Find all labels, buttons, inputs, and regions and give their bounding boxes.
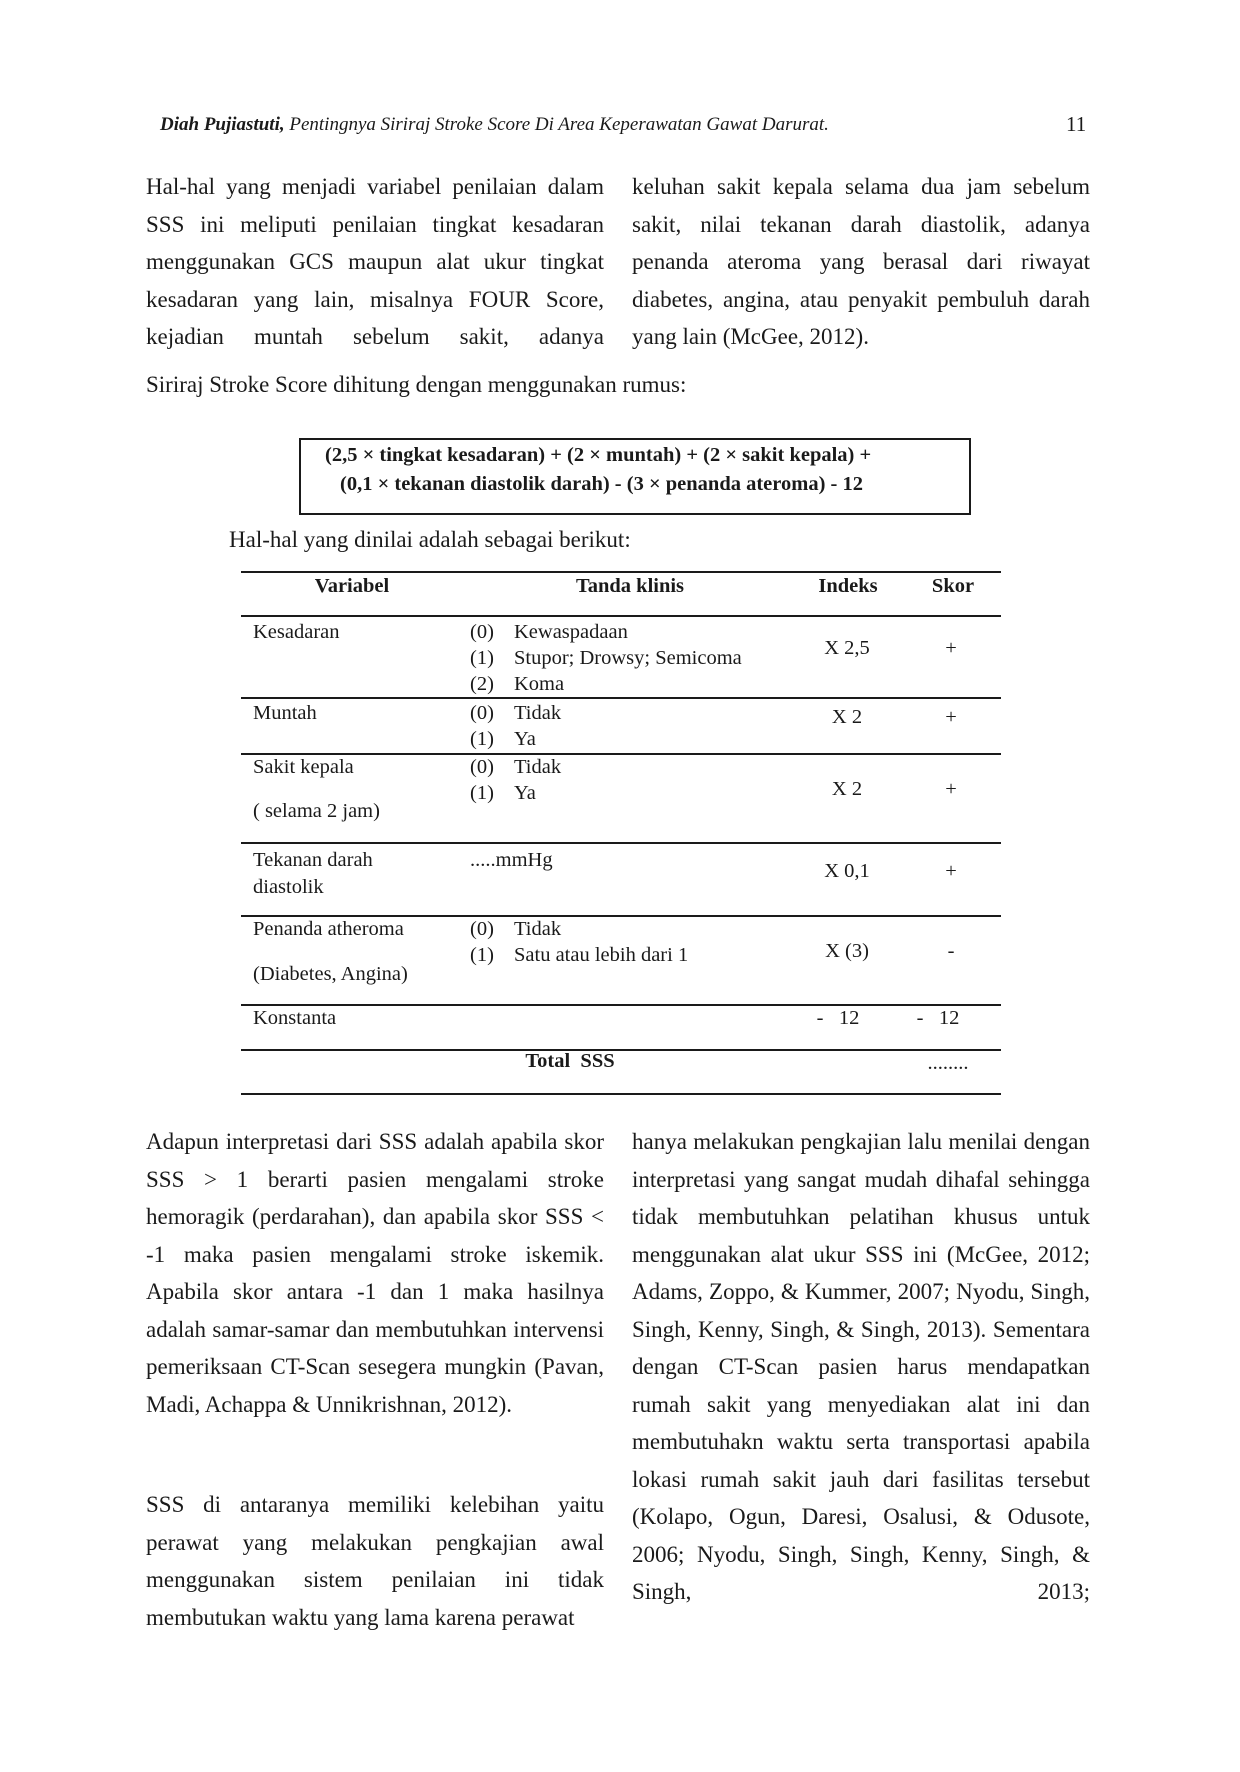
table-cell-index: X 2,5	[824, 637, 870, 659]
table-cell-score: - 12	[916, 1007, 960, 1029]
table-rule-row	[241, 1004, 1001, 1006]
page-number: 11	[1066, 112, 1087, 136]
table-cell-sign: (0) Kewaspadaan	[470, 621, 628, 643]
table-cell-sign: (2) Koma	[470, 673, 565, 695]
table-cell-index: - 12	[816, 1007, 860, 1029]
table-cell-variable: Konstanta	[253, 1007, 337, 1029]
table-cell-score: +	[945, 706, 957, 728]
table-cell-variable: Sakit kepala	[253, 756, 354, 778]
article-title: Pentingnya Siriraj Stroke Score Di Area Keperawatan Gawat Darurat.	[284, 114, 829, 135]
table-cell-score: -	[947, 940, 955, 962]
intro-left-column: Hal-hal yang menjadi variabel penilaian dalam SSS ini meliputi penilaian tingkat kesadaran menggunakan GCS maupun alat ukur tingkat kesadaran yang lain, misalnya FOUR Score, kejadian muntah sebelum sakit, adanya	[146, 174, 604, 349]
table-cell-variable-note: ( selama 2 jam)	[253, 800, 380, 822]
table-cell-variable: Tekanan darah	[253, 849, 373, 871]
table-cell-index: X 0,1	[824, 860, 870, 882]
table-cell-variable: Kesadaran	[253, 621, 340, 643]
table-rule-top	[241, 571, 1001, 573]
header-tanda-klinis: Tanda klinis	[575, 575, 685, 597]
table-cell-sign: (1) Stupor; Drowsy; Semicoma	[470, 647, 742, 669]
interpretation-right-column: hanya melakukan pengkajian lalu menilai dengan interpretasi yang sangat mudah dihafal sehingga tidak membutuhkan pelatihan khusus untuk menggunakan alat ukur SSS ini (McGee, 2012; Adams, Zoppo, & Kummer, 2007; Nyodu, Singh, Singh, Kenny, Singh, & Singh, 2013). Sementara dengan CT-Scan pasien harus mendapatkan rumah sakit yang menyediakan alat ini dan membutuhakn waktu serta transportasi apabila lokasi rumah sakit jauh dari fasilitas tersebut (Kolapo, Ogun, Daresi, Osalusi, & Odusote, 2006; Nyodu, Singh, Singh, Kenny, Singh, & Singh, 2013;	[632, 1129, 1090, 1604]
author-name: Diah Pujiastuti,	[160, 114, 285, 135]
table-cell-score: +	[945, 860, 957, 882]
table-rule-row	[241, 842, 1001, 844]
table-cell-sign: (1) Ya	[470, 728, 536, 750]
table-cell-sign: (1) Satu atau lebih dari 1	[470, 944, 689, 966]
table-cell-sign: (0) Tidak	[470, 702, 562, 724]
table-cell-index: X (3)	[825, 940, 869, 962]
formula-line-2: (0,1 × tekanan diastolik darah) - (3 × penanda ateroma) - 12	[340, 473, 863, 495]
total-sss-label: Total SSS	[525, 1050, 615, 1072]
table-cell-sign: (1) Ya	[470, 782, 536, 804]
table-cell-variable: Muntah	[253, 702, 317, 724]
table-cell-index: X 2	[831, 778, 863, 800]
table-rule-header	[241, 615, 1001, 617]
table-rule-row	[241, 697, 1001, 699]
table-rule-bottom	[241, 1093, 1001, 1095]
table-cell-sign: (0) Tidak	[470, 918, 562, 940]
total-sss-value: ........	[927, 1052, 969, 1074]
table-cell-variable: diastolik	[253, 876, 324, 898]
table-cell-score: +	[945, 778, 957, 800]
formula-line-1: (2,5 × tingkat kesadaran) + (2 × muntah) + (2 × sakit kepala) +	[325, 444, 872, 466]
interpretation-left-paragraph-1: Adapun interpretasi dari SSS adalah apabila skor SSS > 1 berarti pasien mengalami stroke hemoragik (perdarahan), dan apabila skor SSS < -1 maka pasien mengalami stroke iskemik. Apabila skor antara -1 dan 1 maka hasilnya adalah samar-samar dan membutuhkan intervensi pemeriksaan CT-Scan sesegera mungkin (Pavan, Madi, Achappa & Unnikrishnan, 2012).	[146, 1129, 604, 1417]
table-intro: Hal-hal yang dinilai adalah sebagai berikut:	[229, 527, 631, 552]
table-cell-variable-note: (Diabetes, Angina)	[253, 963, 408, 985]
header-variabel: Variabel	[314, 575, 390, 597]
table-cell-sign: .....mmHg	[470, 849, 553, 871]
formula-intro: Siriraj Stroke Score dihitung dengan menggunakan rumus:	[146, 372, 687, 397]
header-skor: Skor	[931, 575, 975, 597]
table-cell-index: X 2	[831, 706, 863, 728]
table-cell-variable: Penanda atheroma	[253, 918, 404, 940]
table-cell-sign: (0) Tidak	[470, 756, 562, 778]
intro-right-column: keluhan sakit kepala selama dua jam sebelum sakit, nilai tekanan darah diastolik, adanya penanda ateroma yang berasal dari riwayat diabetes, angina, atau penyakit pembuluh darah yang lain (McGee, 2012).	[632, 174, 1090, 349]
table-cell-score: +	[945, 637, 957, 659]
header-indeks: Indeks	[818, 575, 878, 597]
table-rule-row	[241, 753, 1001, 755]
interpretation-left-paragraph-2: SSS di antaranya memiliki kelebihan yaitu perawat yang melakukan pengkajian awal menggunakan sistem penilaian ini tidak membutukan waktu yang lama karena perawat	[146, 1492, 604, 1630]
table-rule-row	[241, 1049, 1001, 1051]
